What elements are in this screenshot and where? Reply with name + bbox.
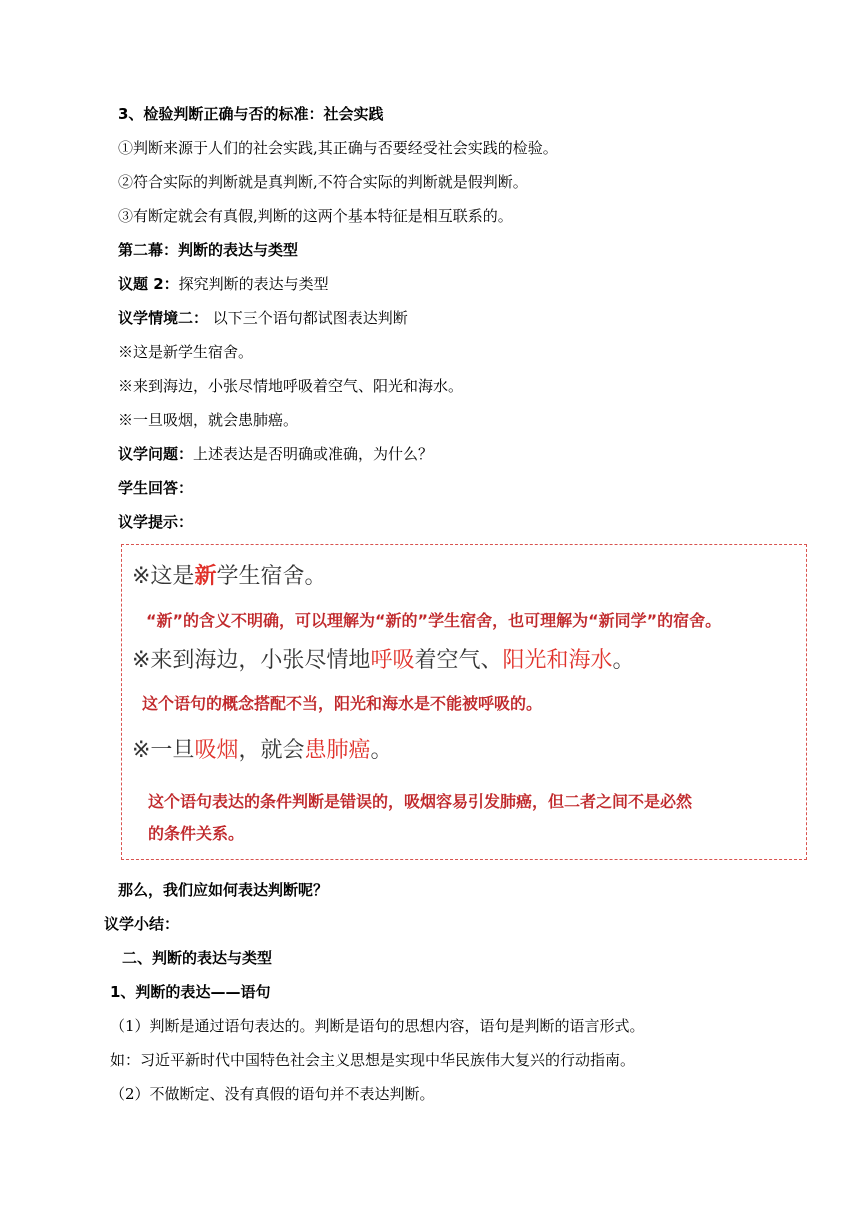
paragraph: ②符合实际的判断就是真判断,不符合实际的判断就是假判断。 <box>118 173 528 191</box>
topic-text: 探究判断的表达与类型 <box>178 275 329 293</box>
act-heading: 第二幕：判断的表达与类型 <box>118 241 299 259</box>
paragraph: 如：习近平新时代中国特色社会主义思想是实现中华民族伟大复兴的行动指南。 <box>110 1051 636 1069</box>
question-line <box>118 444 433 464</box>
text-span: ※来到海边，小张尽情地 <box>132 648 371 673</box>
example-sentence: ※来到海边，小张尽情地呼吸着空气、阳光和海水。 <box>118 377 464 395</box>
hint-sentence-2 <box>132 647 635 675</box>
topic-label: 议题 2： <box>118 275 179 293</box>
text-span: ※这是 <box>132 564 195 589</box>
topic-line <box>118 274 329 294</box>
section-heading-2: 二、判断的表达与类型 <box>122 949 273 967</box>
text-span: 。 <box>612 648 635 673</box>
text-span: 。 <box>370 738 393 763</box>
highlight-span: 呼吸 <box>370 648 415 673</box>
paragraph: ③有断定就会有真假,判断的这两个基本特征是相互联系的。 <box>118 207 513 225</box>
scenario-text: 以下三个语句都试图表达判断 <box>208 309 408 327</box>
text-span: ，就会 <box>238 738 305 763</box>
example-sentence: ※这是新学生宿舍。 <box>118 343 254 361</box>
paragraph: ①判断来源于人们的社会实践,其正确与否要经受社会实践的检验。 <box>118 139 558 157</box>
highlight-span: 患肺癌 <box>304 738 371 763</box>
paragraph: （2）不做断定、没有真假的语句并不表达判断。 <box>110 1085 435 1103</box>
answer-label: 学生回答： <box>118 479 194 497</box>
scenario-line <box>118 308 408 328</box>
hint-sentence-1 <box>132 563 326 591</box>
text-span: 学生宿舍。 <box>216 564 327 589</box>
hint-box <box>121 544 807 860</box>
paragraph: （1）判断是通过语句表达的。判断是语句的思想内容，语句是判断的语言形式。 <box>110 1017 645 1035</box>
hint-note-3a: 这个语句表达的条件判断是错误的，吸烟容易引发肺癌，但二者之间不是必然 <box>148 792 693 811</box>
text-span: 着空气、 <box>414 648 503 673</box>
text-span: ※一旦 <box>132 738 195 763</box>
hint-note-2: 这个语句的概念搭配不当，阳光和海水是不能被呼吸的。 <box>142 694 543 713</box>
subsection-heading: 1、判断的表达——语句 <box>110 983 271 1001</box>
section-heading-3: 3、检验判断正确与否的标准：社会实践 <box>118 105 384 123</box>
highlight-span: 新 <box>194 564 217 589</box>
hint-label: 议学提示： <box>118 513 194 531</box>
hint-note-1: “新”的含义不明确，可以理解为“新的”学生宿舍，也可理解为“新同学”的宿舍。 <box>146 611 722 630</box>
highlight-span: 阳光和海水 <box>502 648 613 673</box>
transition-question: 那么，我们应如何表达判断呢？ <box>118 881 329 899</box>
hint-sentence-3 <box>132 737 393 765</box>
scenario-label: 议学情境二： <box>118 309 209 327</box>
question-label: 议学问题： <box>118 445 194 463</box>
hint-note-3b: 的条件关系。 <box>148 824 245 843</box>
example-sentence: ※一旦吸烟，就会患肺癌。 <box>118 411 299 429</box>
summary-label: 议学小结： <box>104 915 180 933</box>
question-text: 上述表达是否明确或准确，为什么？ <box>193 445 434 463</box>
highlight-span: 吸烟 <box>194 738 239 763</box>
